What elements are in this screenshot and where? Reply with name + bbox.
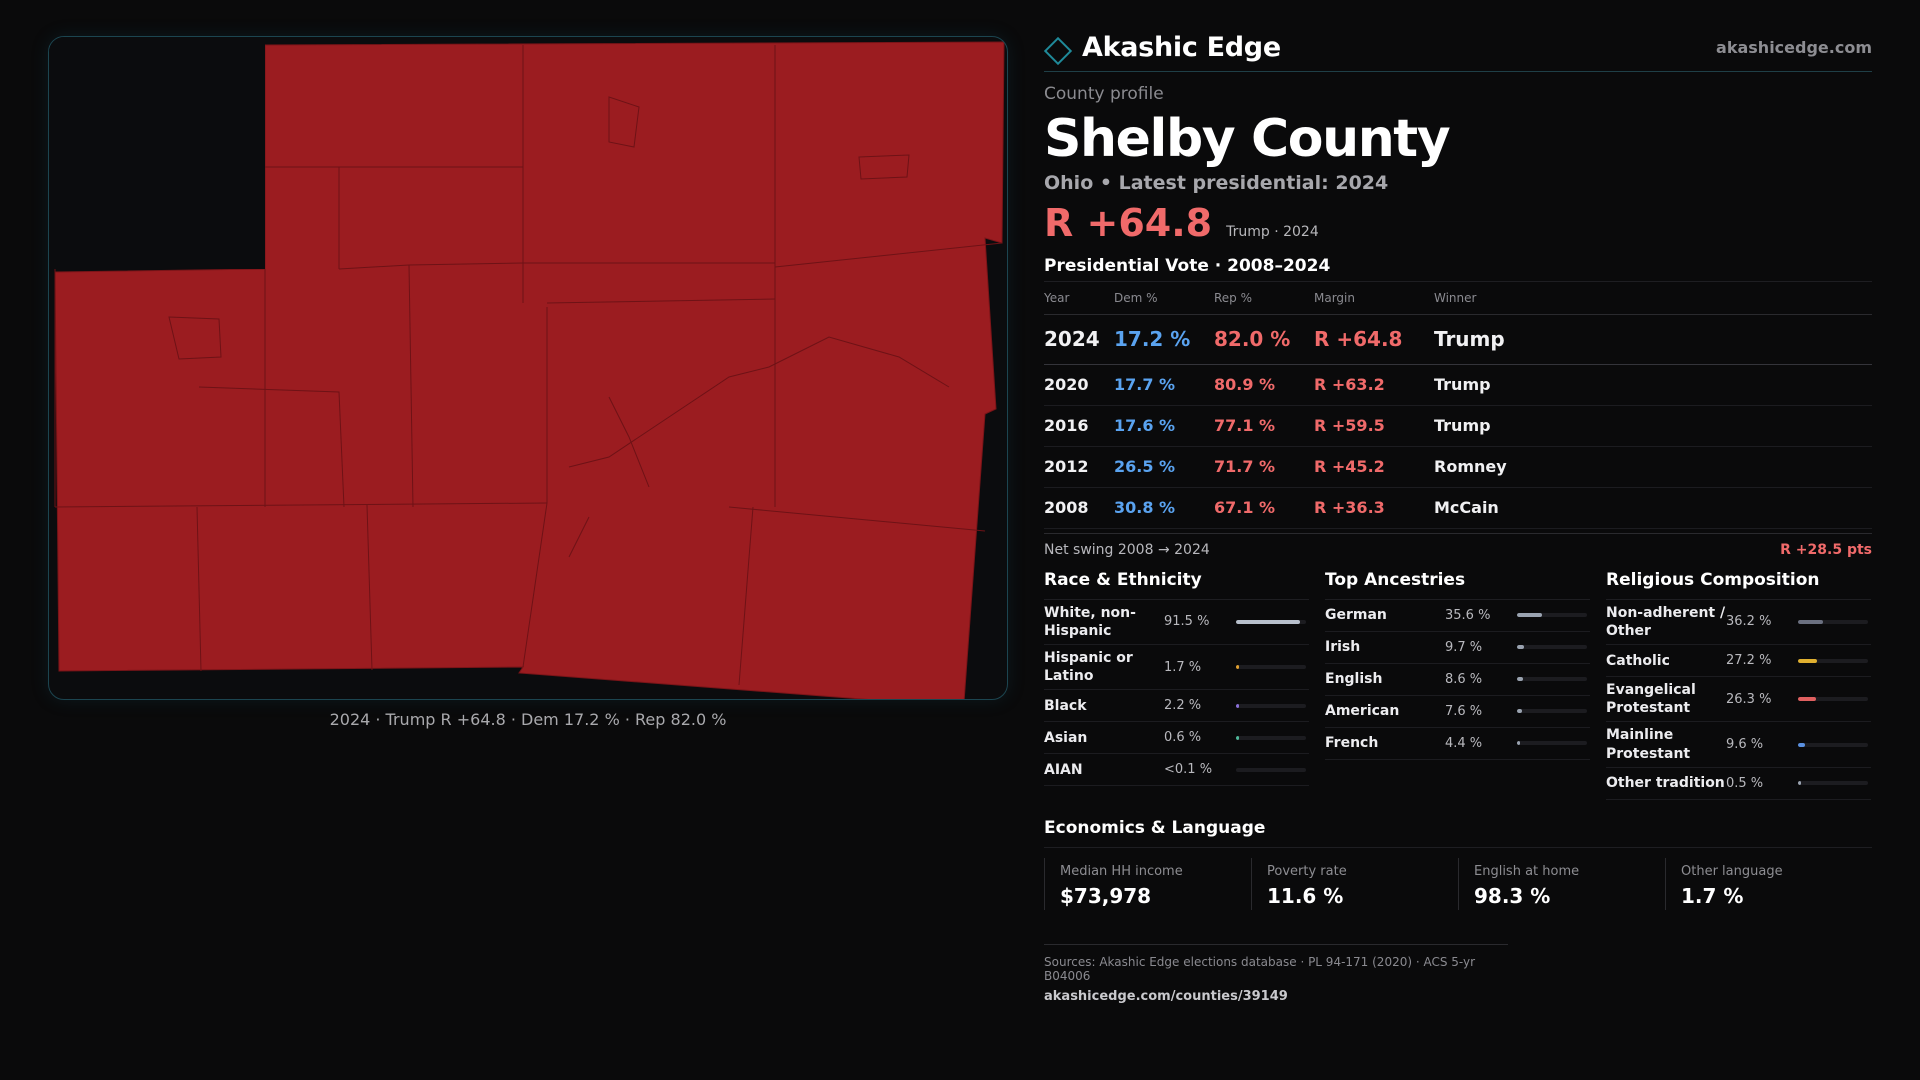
swing-label: Net swing 2008 → 2024 — [1044, 541, 1210, 558]
county-map-svg — [49, 37, 1008, 700]
col-rep: Rep % — [1214, 282, 1314, 314]
econ-stat-poverty — [1251, 858, 1458, 910]
col-year: Year — [1044, 282, 1114, 314]
item-value: 4.4 % — [1445, 735, 1483, 751]
cell-winner: Romney — [1434, 446, 1872, 487]
bar-fill — [1517, 613, 1542, 617]
bar-fill — [1798, 743, 1805, 747]
bar-fill — [1236, 736, 1239, 740]
cell-rep: 82.0 % — [1214, 314, 1314, 364]
cell-dem: 17.7 % — [1114, 364, 1214, 405]
bar-track — [1236, 704, 1306, 708]
bar-fill — [1517, 709, 1522, 713]
econ-value: $73,978 — [1060, 883, 1152, 908]
brand[interactable] — [1044, 32, 1281, 63]
cell-winner: Trump — [1434, 405, 1872, 446]
cell-rep: 80.9 % — [1214, 364, 1314, 405]
cell-dem: 17.6 % — [1114, 405, 1214, 446]
col-margin: Margin — [1314, 282, 1434, 314]
cell-year: 2020 — [1044, 364, 1114, 405]
map-caption: 2024 · Trump R +64.8 · Dem 17.2 % · Rep 82.0 % — [329, 710, 727, 729]
econ-stat-other-language — [1665, 858, 1872, 910]
list-item — [1606, 600, 1871, 645]
cell-dem: 26.5 % — [1114, 446, 1214, 487]
page-subtitle: Ohio • Latest presidential: 2024 — [1044, 172, 1389, 195]
map-void — [49, 37, 265, 269]
cell-rep: 67.1 % — [1214, 487, 1314, 528]
econ-label: Poverty rate — [1267, 863, 1347, 879]
demographics — [1044, 570, 1872, 800]
race-section — [1044, 570, 1309, 800]
econ-value: 11.6 % — [1267, 883, 1344, 908]
item-label: Asian — [1044, 729, 1088, 746]
econ-value: 1.7 % — [1681, 883, 1744, 908]
cell-margin: R +36.3 — [1314, 487, 1434, 528]
econ-stats — [1044, 858, 1872, 910]
list-item — [1606, 722, 1871, 767]
item-value: 0.6 % — [1164, 730, 1202, 746]
bar-fill — [1798, 620, 1823, 624]
item-label: AIAN — [1044, 761, 1083, 778]
profile-panel — [1044, 30, 1872, 1004]
bar-track — [1236, 768, 1306, 772]
vote-heading: Presidential Vote · 2008–2024 — [1044, 256, 1872, 282]
list-item — [1325, 696, 1590, 728]
cell-dem: 17.2 % — [1114, 314, 1214, 364]
item-value: 35.6 % — [1445, 607, 1491, 623]
list-item — [1044, 722, 1309, 754]
ancestry-section — [1325, 570, 1590, 800]
item-value: 26.3 % — [1726, 691, 1772, 707]
bar-track — [1517, 709, 1587, 713]
item-value: 8.6 % — [1445, 671, 1483, 687]
logo-diamond-icon — [1044, 36, 1072, 64]
sources-text: Sources: Akashic Edge elections database · PL 94-171 (2020) · ACS 5-yr B04006 — [1044, 954, 1476, 983]
item-label: German — [1325, 607, 1387, 624]
sources — [1044, 944, 1508, 1004]
bar-track — [1517, 677, 1587, 681]
list-item — [1606, 768, 1871, 800]
cell-rep: 77.1 % — [1214, 405, 1314, 446]
list-item — [1325, 664, 1590, 696]
econ-stat-english — [1458, 858, 1665, 910]
item-value: 27.2 % — [1726, 653, 1772, 669]
list-item — [1606, 677, 1871, 722]
cell-margin: R +45.2 — [1314, 446, 1434, 487]
cell-margin: R +64.8 — [1314, 314, 1434, 364]
margin-value: R +64.8 — [1044, 201, 1213, 246]
item-value: 1.7 % — [1164, 659, 1202, 675]
religion-heading: Religious Composition — [1606, 570, 1871, 600]
bar-track — [1517, 613, 1587, 617]
cell-year: 2016 — [1044, 405, 1114, 446]
bar-track — [1798, 781, 1868, 785]
cell-dem: 30.8 % — [1114, 487, 1214, 528]
cell-winner: Trump — [1434, 364, 1872, 405]
table-row — [1044, 487, 1872, 528]
table-row — [1044, 364, 1872, 405]
table-row — [1044, 405, 1872, 446]
item-label: French — [1325, 735, 1379, 752]
bar-track — [1798, 743, 1868, 747]
item-label: Catholic — [1606, 652, 1670, 669]
list-item — [1325, 600, 1590, 632]
item-label: Non-adherent / Other — [1606, 604, 1726, 639]
item-label: Black — [1044, 697, 1087, 714]
econ-value: 98.3 % — [1474, 883, 1551, 908]
item-value: 2.2 % — [1164, 698, 1202, 714]
cell-winner: Trump — [1434, 314, 1872, 364]
list-item — [1325, 632, 1590, 664]
table-row — [1044, 314, 1872, 364]
cell-year: 2012 — [1044, 446, 1114, 487]
brand-row — [1044, 30, 1872, 72]
econ-label: Other language — [1681, 863, 1783, 879]
econ-stat-income — [1044, 858, 1251, 910]
religion-list — [1606, 600, 1871, 800]
bar-fill — [1517, 741, 1520, 745]
cell-year: 2008 — [1044, 487, 1114, 528]
item-value: 36.2 % — [1726, 614, 1772, 630]
bar-track — [1236, 620, 1306, 624]
bar-fill — [1798, 659, 1817, 663]
brand-name: Akashic Edge — [1082, 32, 1281, 63]
item-label: American — [1325, 703, 1400, 720]
bar-fill — [1517, 645, 1524, 649]
bar-track — [1236, 665, 1306, 669]
bar-fill — [1798, 781, 1801, 785]
cell-rep: 71.7 % — [1214, 446, 1314, 487]
item-label: Hispanic or Latino — [1044, 650, 1133, 685]
col-dem: Dem % — [1114, 282, 1214, 314]
cell-winner: McCain — [1434, 487, 1872, 528]
vote-table — [1044, 282, 1872, 529]
bar-track — [1236, 736, 1306, 740]
item-value: 9.7 % — [1445, 639, 1483, 655]
table-row — [1044, 446, 1872, 487]
item-value: 0.5 % — [1726, 775, 1764, 791]
cell-margin: R +59.5 — [1314, 405, 1434, 446]
list-item — [1044, 600, 1309, 645]
cell-year: 2024 — [1044, 314, 1114, 364]
item-value: 91.5 % — [1164, 614, 1210, 630]
headline-margin — [1044, 201, 1872, 246]
bar-track — [1798, 620, 1868, 624]
ancestry-heading: Top Ancestries — [1325, 570, 1590, 600]
vote-header-row — [1044, 282, 1872, 314]
item-label: White, non-Hispanic — [1044, 604, 1136, 639]
race-heading: Race & Ethnicity — [1044, 570, 1309, 600]
col-winner: Winner — [1434, 282, 1872, 314]
page-title: Shelby County — [1044, 109, 1450, 169]
religion-section — [1606, 570, 1871, 800]
list-item — [1606, 645, 1871, 677]
county-map[interactable] — [48, 36, 1008, 700]
cell-margin: R +63.2 — [1314, 364, 1434, 405]
econ-label: Median HH income — [1060, 863, 1183, 879]
item-value: <0.1 % — [1164, 762, 1213, 778]
econ-heading: Economics & Language — [1044, 818, 1872, 848]
econ-label: English at home — [1474, 863, 1580, 879]
list-item — [1325, 728, 1590, 760]
item-value: 7.6 % — [1445, 703, 1483, 719]
item-value: 9.6 % — [1726, 737, 1764, 753]
item-label: English — [1325, 671, 1383, 688]
bar-fill — [1517, 677, 1523, 681]
brand-url-link[interactable]: akashicedge.com — [1716, 38, 1872, 57]
margin-note: Trump · 2024 — [1226, 224, 1319, 241]
race-list — [1044, 600, 1309, 787]
page-kicker: County profile — [1044, 84, 1164, 104]
bar-track — [1517, 741, 1587, 745]
net-swing — [1044, 533, 1872, 558]
list-item — [1044, 645, 1309, 690]
ancestry-list — [1325, 600, 1590, 760]
bar-fill — [1236, 665, 1239, 669]
bar-track — [1798, 697, 1868, 701]
bar-fill — [1236, 704, 1239, 708]
item-label: Mainline Protestant — [1606, 727, 1691, 762]
bar-fill — [1236, 620, 1300, 624]
list-item — [1044, 754, 1309, 786]
bar-track — [1798, 659, 1868, 663]
bar-track — [1517, 645, 1587, 649]
item-label: Irish — [1325, 639, 1361, 656]
bar-fill — [1798, 697, 1816, 701]
swing-value: R +28.5 pts — [1780, 541, 1872, 558]
item-label: Evangelical Protestant — [1606, 682, 1696, 717]
list-item — [1044, 690, 1309, 722]
county-permalink[interactable]: akashicedge.com/counties/39149 — [1044, 988, 1288, 1004]
item-label: Other tradition — [1606, 775, 1725, 792]
